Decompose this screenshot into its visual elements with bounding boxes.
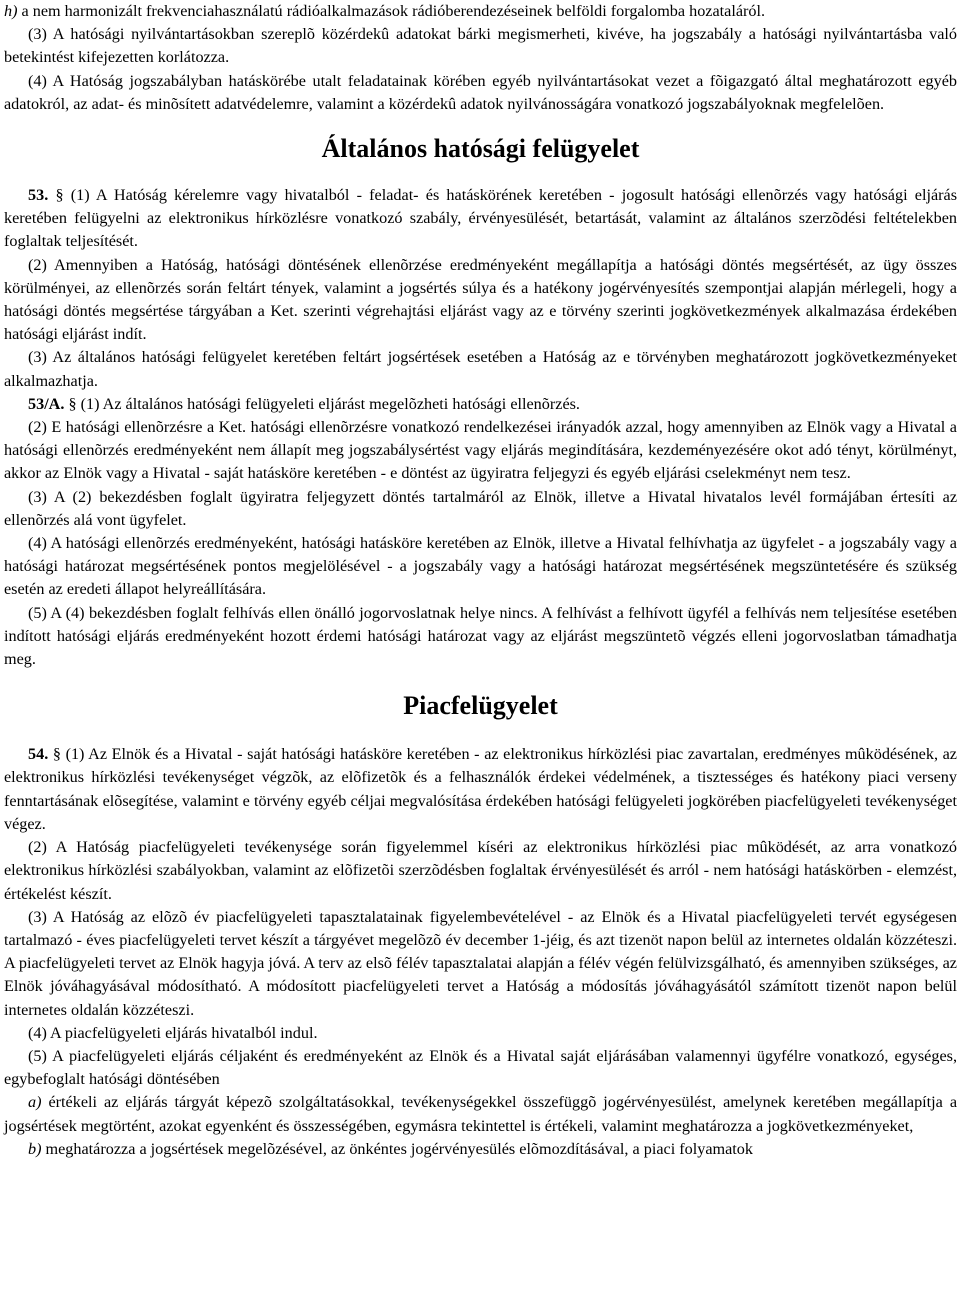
section-53-paragraph-2: (2) Amennyiben a Hatóság, hatósági döntésének ellenõrzése eredményeként megállapítja a hatósági döntés megsértését, az ügy összes körülményei, az ellenõrzés során feltárt tények, valamint a jogsértés súlya és a hatékony jogérvényesítés szempontjai alapján mérlegeli, hogy a hatósági döntés megsértése tárgyában a Ket. szerinti végrehajtási eljárást vagy az e törvény szerinti jogkövetkezmények alkalmazása érdekében hatósági eljárást indít. xyxy=(4,255,957,344)
paragraph-4: (4) A Hatóság jogszabályban hatáskörébe utalt feladatainak körében egyéb nyilvántartásokat vezet a fõigazgató által meghatározott egyéb adatokról, az adat- és minõsített adatvédelemre, valamint a közérdekû adatok nyilvánosságára vonatkozó jogszabályoknak megfelelõen. xyxy=(4,71,957,113)
item-a-label: a) xyxy=(28,1093,42,1112)
section-53a-paragraph-1 xyxy=(4,393,957,416)
section-53-paragraph-3: (3) Az általános hatósági felügyelet keretében feltárt jogsértések esetében a Hatóság az e törvényben meghatározott jogkövetkezményeket alkalmazhatja. xyxy=(4,348,957,390)
section-53a-p1-text: § (1) Az általános hatósági felügyeleti eljárást megelõzheti hatósági ellenõrzés. xyxy=(68,394,580,413)
section-54-p1-text: § (1) Az Elnök és a Hivatal - saját hatósági hatásköre keretében - az elektronikus hírközlési piac zavartalan, eredményes mûködésének, az elektronikus hírközlési tevékenységet végzõk, az elõfizetõk és a felhasználók érdekei védelmének, a tisztességes és hatékony piaci verseny fenntartásának elõsegítése, valamint e törvény egyéb céljai megvalósítása érdekében hatósági felügyeleti jogkörében piacfelügyeleti tevékenységet végez. xyxy=(4,745,957,833)
section-53a-paragraph-5: (5) A (4) bekezdésben foglalt felhívás ellen önálló jogorvoslatnak helye nincs. A felhívást a felhívott ügyfél a felhívás nem teljesítése esetében indított hatósági eljárás eredményeként hozott érdemi hatósági határozat vagy az eljárást megszüntetõ végzés elleni jogorvoslatban támadhatja meg. xyxy=(4,603,957,669)
section-53a-number: 53/A. xyxy=(28,394,65,413)
section-54-paragraph-1 xyxy=(4,743,957,836)
item-h-label: h) xyxy=(4,2,18,20)
item-h-text: a nem harmonizált frekvenciahasználatú rádióalkalmazások rádióberendezéseinek belföldi forgalomba hozataláról. xyxy=(21,2,766,20)
item-b-label: b) xyxy=(28,1139,42,1158)
section-54-item-a xyxy=(4,1091,957,1137)
section-title-general-supervision: Általános hatósági felügyelet xyxy=(321,134,640,164)
item-b-text: meghatározza a jogsértések megelõzésével, az önkéntes jogérvényesülés elõmozdításával, a piaci folyamatok xyxy=(45,1139,753,1158)
section-54-item-b xyxy=(4,1138,957,1161)
section-54-paragraph-4: (4) A piacfelügyeleti eljárás hivatalból indul. xyxy=(28,1023,318,1042)
item-a-text: értékeli az eljárás tárgyát képezõ szolgáltatásokkal, tevékenységekkel összefüggõ jogérvényesülést, amelynek keretében megállapítja a jogsértések megtörtént, azokat egyenként és összességében, egymásra tekintettel is értékeli, valamint meghatározza a jogkövetkezményeket, xyxy=(4,1093,958,1135)
section-54-paragraph-2: (2) A Hatóság piacfelügyeleti tevékenysége során figyelemmel kíséri az elektronikus hírközlési piac mûködését, az arra vonatkozó elektronikus hírközlési szabályokban, valamint az elõfizetõi szerzõdésben foglaltak érvényesülését és arról - nem hatósági hatáskörben - elemzést, értékelést készít. xyxy=(4,838,957,903)
section-53a-paragraph-3: (3) A (2) bekezdésben foglalt ügyiratra feljegyzett döntés tartalmáról az Elnök, illetve a Hivatal hivatalos levél formájában értesíti az ellenõrzés alá vont ügyfelet. xyxy=(4,487,957,529)
item-h xyxy=(4,0,957,23)
section-53a-paragraph-4: (4) A hatósági ellenõrzés eredményeként, hatósági hatásköre keretében az Elnök, illetve a Hivatal felhívhatja az ügyfelet - a jogszabály vagy a hatósági határozat megsértésének pontos megjelölésével - a jogszabály vagy a hatósági határozat megsértésének megszüntetésére és szükség esetén az eredeti állapot helyreállítására. xyxy=(4,534,957,599)
section-54-paragraph-5: (5) A piacfelügyeleti eljárás céljaként és eredményeként az Elnök és a Hivatal saját eljárásában valamennyi ügyfélre vonatkozó, egységes, egybefoglalt hatósági döntésében xyxy=(4,1046,957,1089)
section-53a-paragraph-2: (2) E hatósági ellenõrzésre a Ket. hatósági ellenõrzésre vonatkozó rendelkezései irányadók azzal, hogy amennyiben az Elnök vagy a Hivatal a hatósági ellenõrzés eredményeként nem állapít meg jogszabálysértést vagy eljárás megindítására, kezdeményezésére okot adó tényt, körülményt, akkor az Elnök vagy a Hivatal - saját hatásköre keretében - e döntést az ügyiratra feljegyzi és egyéb eljárási cselekményt nem tesz. xyxy=(4,418,957,483)
section-title-market-supervision: Piacfelügyelet xyxy=(403,691,558,721)
section-53-number: 53. xyxy=(28,186,49,205)
section-53-paragraph-1 xyxy=(4,184,957,254)
section-54-number: 54. xyxy=(28,745,49,764)
paragraph-3: (3) A hatósági nyilvántartásokban szereplõ közérdekû adatokat bárki megismerheti, kivéve, ha jogszabály a hatósági nyilvántartásba való betekintést kifejezetten korlátozza. xyxy=(4,25,957,67)
section-53-p1-text: § (1) A Hatóság kérelemre vagy hivatalból - feladat- és hatáskörének keretében - jogosult hatósági ellenõrzés vagy hatósági eljárás keretében felügyelni az elektronikus hírközlésre vonatkozó szabály, érvényesülését, betartását, valamint az általános szerzõdési feltételekben foglaltak teljesítését. xyxy=(4,186,958,251)
section-54-paragraph-3: (3) A Hatóság az elõzõ év piacfelügyeleti tapasztalatainak figyelembevételével - az Elnök és a Hivatal piacfelügyeleti tervét egységesen tartalmazó - éves piacfelügyeleti tervet készít a tárgyévet megelõzõ év december 1-jéig, és azt tizenöt napon belül az internetes oldalán közzéteszi. A piacfelügyeleti tervet az Elnök hagyja jóvá. A terv az elsõ félév tapasztalatai alapján a félév végén felülvizsgálható, és amennyiben szükséges, az Elnök jóváhagyásával módosítható. A módosított piacfelügyeleti tervet a Hatóság a módosítás jóváhagyásától számított tizenöt napon belül internetes oldalán közzéteszi. xyxy=(4,907,957,1019)
